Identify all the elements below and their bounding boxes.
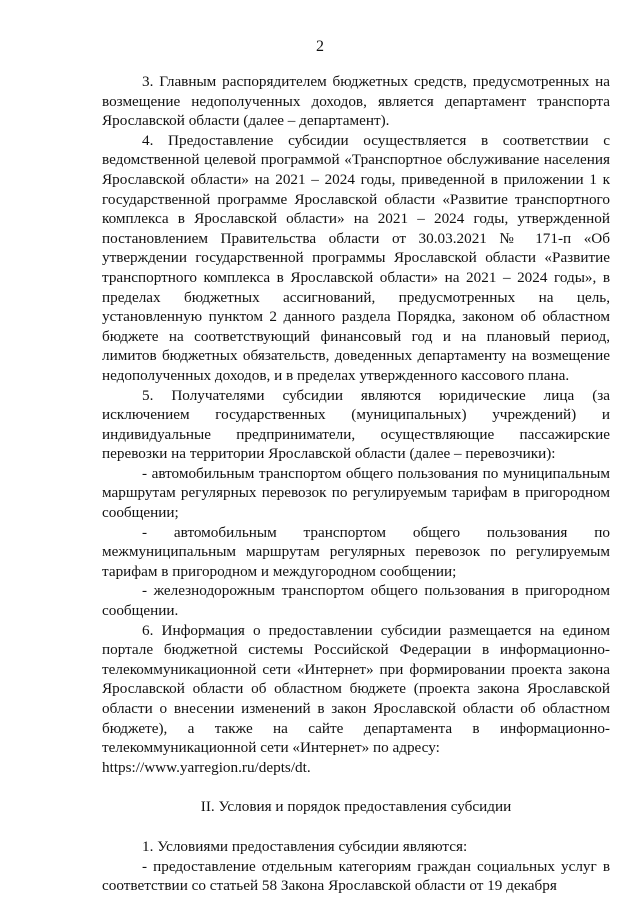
list-item-railway: - железнодорожным транспортом общего пользования в пригородном сообщении.	[102, 582, 610, 620]
condition-item-1: - предоставление отдельным категориям граждан социальных услуг в соответствии со статьей 58 Закона Ярославской области от 19 декабря	[102, 857, 610, 895]
list-item-municipal-bus: - автомобильным транспортом общего пользования по муниципальным маршрутам регулярных перевозок по регулируемым тарифам в пригородном сообщении;	[102, 464, 610, 522]
paragraph-6: 6. Информация о предоставлении субсидии размещается на едином портале бюджетной системы Российской Федерации в информационно-телекоммуникационной сети «Интернет» при формировании проекта закона Ярославской области об областном бюджете (проекта закона Ярославской области о внесении изменений в закон Ярославской области об областном бюджете), а также на сайте департамента в информационно-телекоммуникационной сети «Интернет» по адресу:	[102, 621, 610, 757]
paragraph-5: 5. Получателями субсидии являются юридические лица (за исключением государственных (муниципальных) учреждений) и индивидуальные предприниматели, осуществляющие пассажирские перевозки на территории Ярославской области (далее – перевозчики):	[102, 386, 610, 463]
section-heading: II. Условия и порядок предоставления субсидии	[200, 798, 512, 816]
list-item-intermunicipal-bus: - автомобильным транспортом общего пользования по межмуниципальным маршрутам регулярных перевозок по регулируемым тарифам в пригородном и междугородном сообщении;	[102, 523, 610, 580]
document-body	[102, 72, 610, 896]
page-number: 2	[316, 38, 324, 55]
paragraph-3: 3. Главным распорядителем бюджетных средств, предусмотренных на возмещение недополученных доходов, является департамент транспорта Ярославской области (далее – департамент).	[102, 73, 610, 130]
conditions-intro: 1. Условиями предоставления субсидии являются:	[142, 837, 468, 855]
paragraph-4: 4. Предоставление субсидии осуществляется в соответствии с ведомственной целевой программой «Транспортное обслуживание населения Ярославской области» на 2021 – 2024 годы, приведенной в приложении 1 к государственной программе Ярославской области «Развитие транспортного комплекса в Ярославской области» на 2021 – 2024 годы, утвержденной постановлением Правительства области от 30.03.2021 № 171-п «Об утверждении государственной программы Ярославской области «Развитие транспортного комплекса в Ярославской области» на 2021 – 2024 годы», в пределах бюджетных ассигнований, предусмотренных на цель, установленную пунктом 2 данного раздела Порядка, законом об областном бюджете на соответствующий финансовый год и на плановый период, лимитов бюджетных обязательств, доведенных департаменту на возмещение недополученных доходов, и в пределах утвержденного кассового плана.	[102, 131, 610, 384]
department-url: https://www.yarregion.ru/depts/dt.	[102, 758, 311, 776]
